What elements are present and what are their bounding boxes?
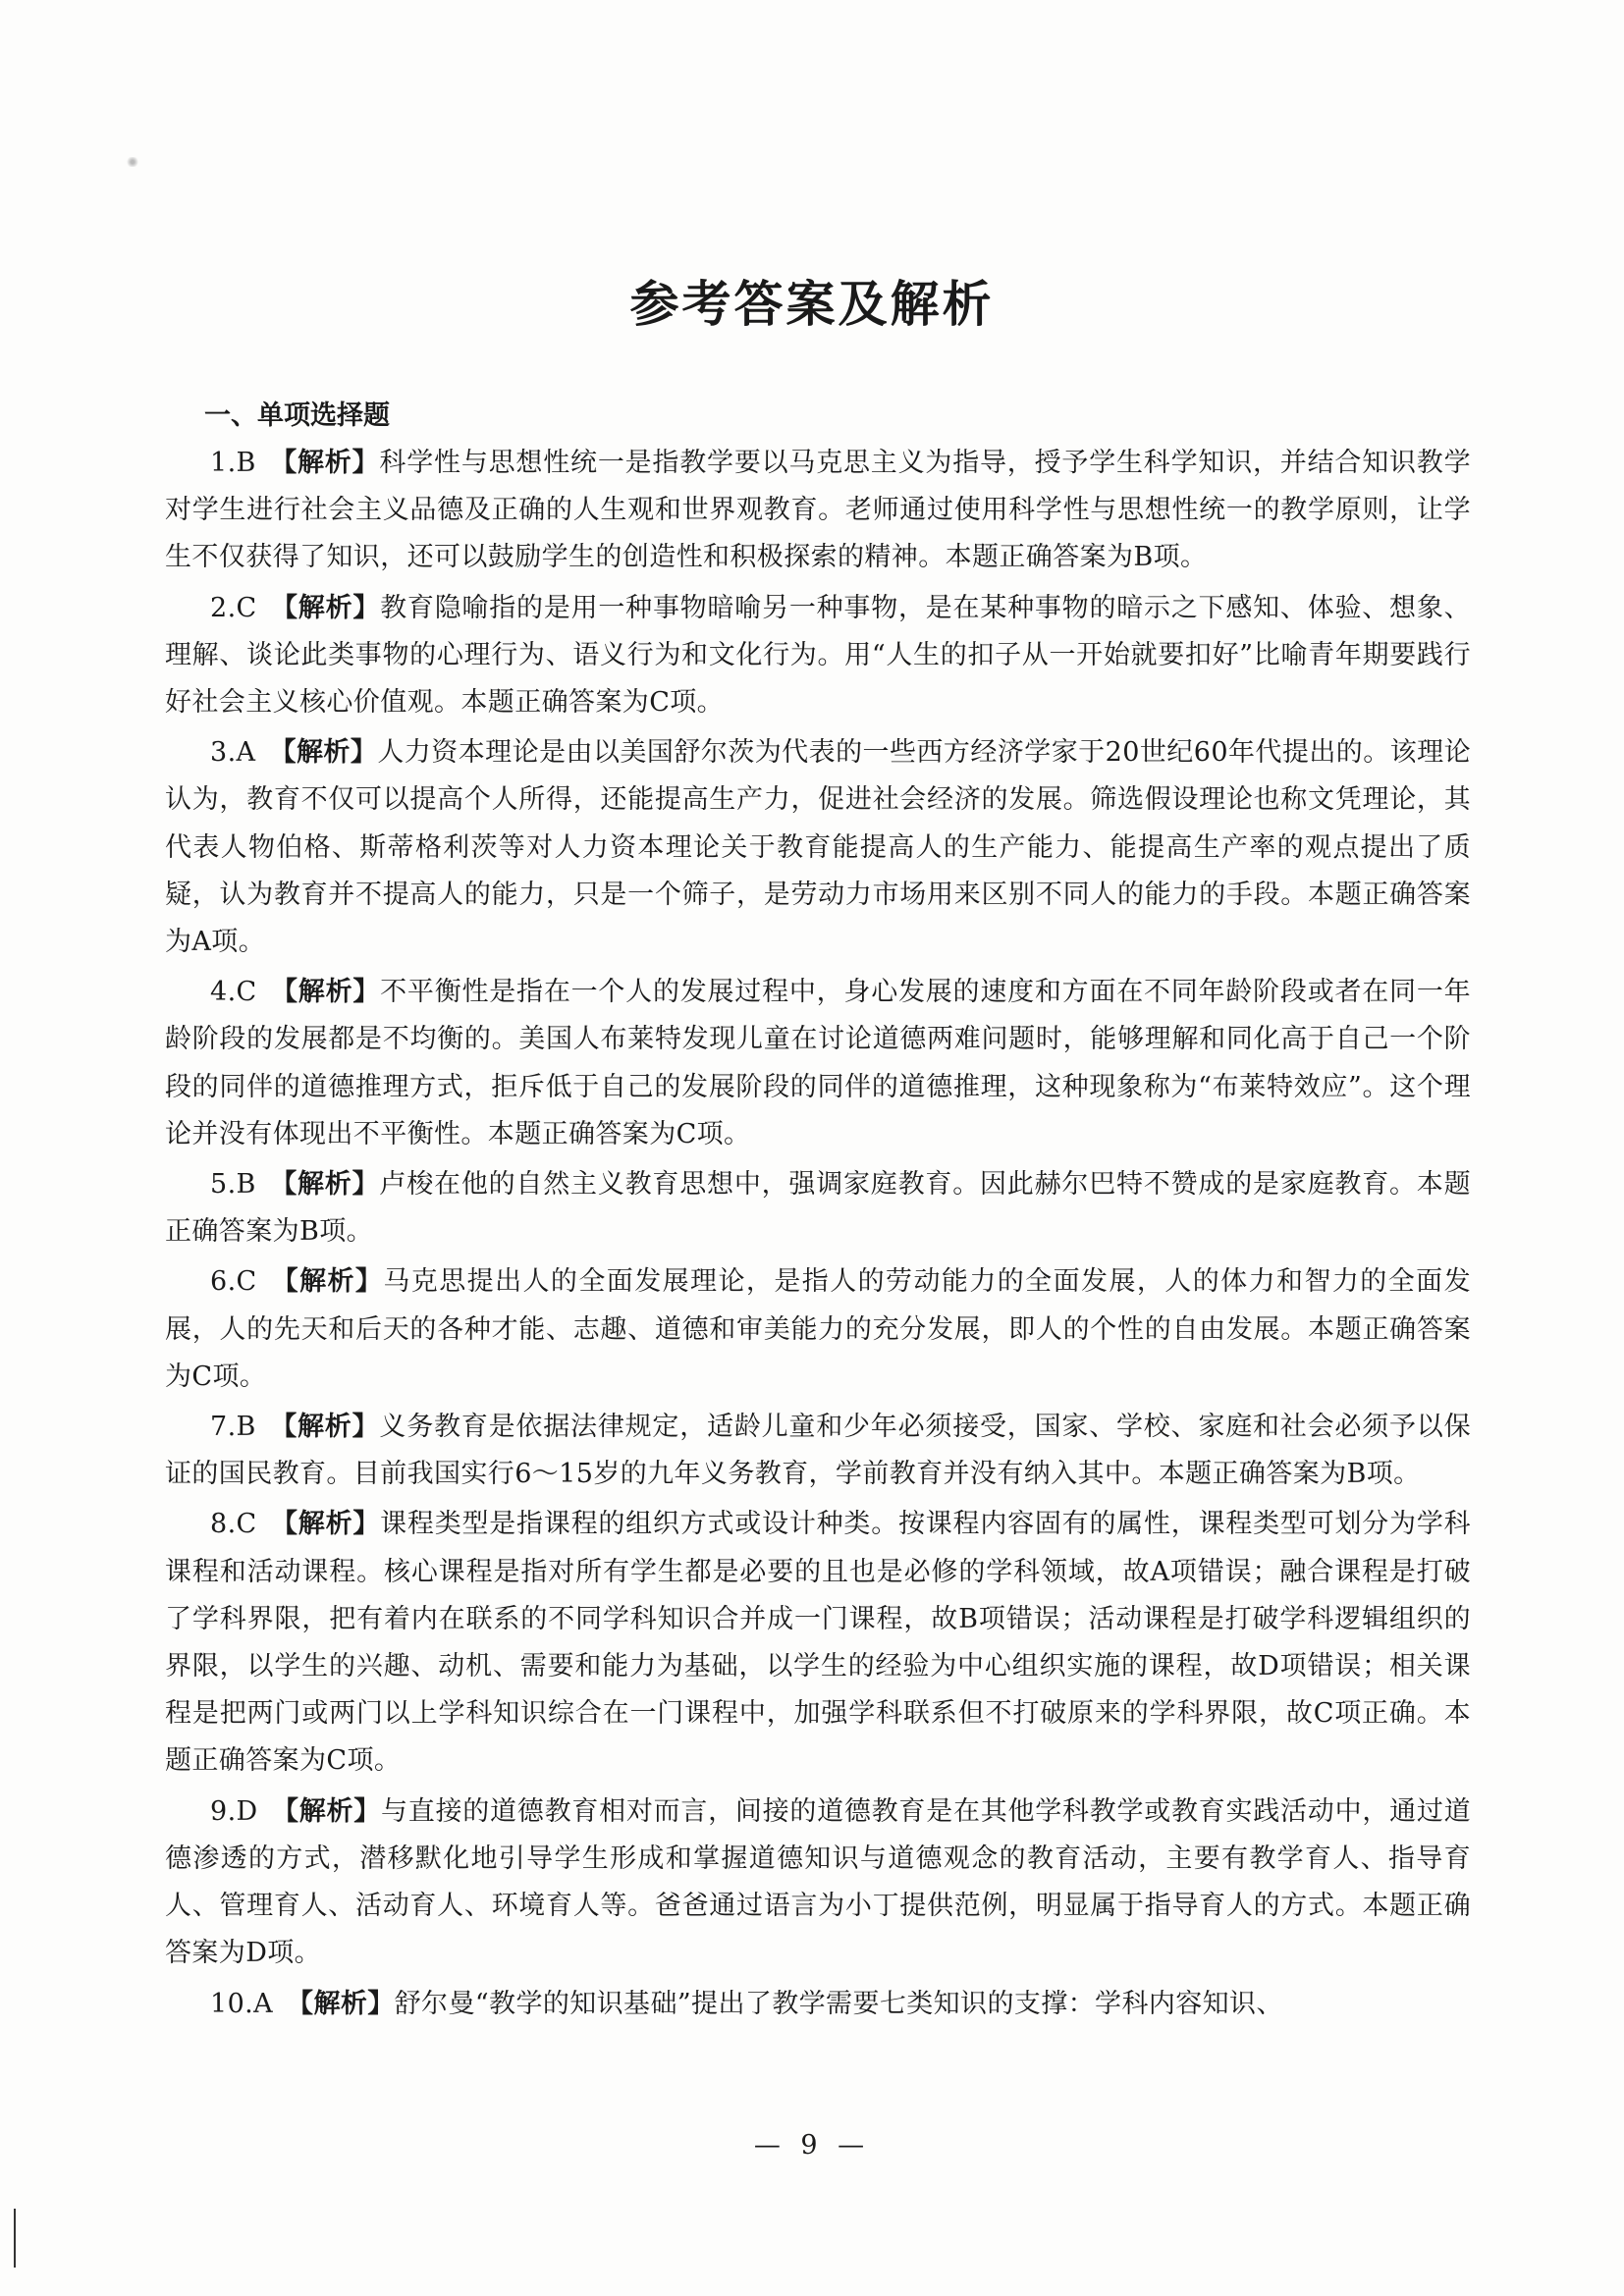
analysis-text: 教育隐喻指的是用一种事物暗喻另一种事物，是在某种事物的暗示之下感知、体验、想象、理解、谈论此类事物的心理行为、语义行为和文化行为。用“人生的扣子从一开始就要扣好”比喻青年期要践行好社会主义核心价值观。本题正确答案为C项。 bbox=[165, 592, 1471, 719]
analysis-tag: 【解析】 bbox=[269, 737, 378, 769]
answer-item-10 bbox=[165, 1981, 1471, 2028]
analysis-tag: 【解析】 bbox=[271, 1795, 382, 1827]
answer-item-3 bbox=[165, 729, 1471, 966]
answer-item-5 bbox=[165, 1161, 1471, 1255]
answer-item-2 bbox=[165, 585, 1471, 727]
answer-number: 5.B bbox=[210, 1169, 256, 1201]
analysis-text: 人力资本理论是由以美国舒尔茨为代表的一些西方经济学家于20世纪60年代提出的。该理论认为，教育不仅可以提高个人所得，还能提高生产力，促进社会经济的发展。筛选假设理论也称文凭理论，其代表人物伯格、斯蒂格利茨等对人力资本理论关于教育能提高人的生产能力、能提高生产率的观点提出了质疑，认为教育并不提高人的能力，只是一个筛子，是劳动力市场用来区别不同人的能力的手段。本题正确答案为A项。 bbox=[165, 737, 1471, 958]
analysis-tag: 【解析】 bbox=[269, 448, 380, 478]
answer-number: 8.C bbox=[210, 1509, 257, 1540]
analysis-tag: 【解析】 bbox=[270, 592, 381, 623]
answer-item-4 bbox=[165, 969, 1471, 1158]
answer-content bbox=[165, 393, 1471, 2031]
analysis-tag: 【解析】 bbox=[269, 1169, 380, 1201]
analysis-text: 卢梭在他的自然主义教育思想中，强调家庭教育。因此赫尔巴特不赞成的是家庭教育。本题正确答案为B项。 bbox=[165, 1169, 1472, 1248]
analysis-text: 课程类型是指课程的组织方式或设计种类。按课程内容固有的属性，课程类型可划分为学科课程和活动课程。核心课程是指对所有学生都是必要的且也是必修的学科领域，故A项错误；融合课程是打破了学科界限，把有着内在联系的不同学科知识合并成一门课程，故B项错误；活动课程是打破学科逻辑组织的界限，以学生的兴趣、动机、需要和能力为基础，以学生的经验为中心组织实施的课程，故D项错误；相关课程是把两门或两门以上学科知识综合在一门课程中，加强学科联系但不打破原来的学科界限，故C项正确。本题正确答案为C项。 bbox=[165, 1509, 1471, 1777]
analysis-text: 马克思提出人的全面发展理论，是指人的劳动能力的全面发展，人的体力和智力的全面发展，人的先天和后天的各种才能、志趣、道德和审美能力的充分发展，即人的个性的自由发展。本题正确答案为C项。 bbox=[165, 1266, 1471, 1392]
analysis-text: 科学性与思想性统一是指教学要以马克思主义为指导，授予学生科学知识，并结合知识教学对学生进行社会主义品德及正确的人生观和世界观教育。老师通过使用科学性与思想性统一的教学原则，让学生不仅获得了知识，还可以鼓励学生的创造性和积极探索的精神。本题正确答案为B项。 bbox=[165, 448, 1472, 573]
answer-number: 2.C bbox=[210, 592, 257, 623]
answer-number: 7.B bbox=[210, 1412, 256, 1443]
answer-item-1 bbox=[165, 440, 1471, 582]
answer-item-7 bbox=[165, 1404, 1471, 1498]
answer-item-8 bbox=[165, 1501, 1471, 1785]
answer-number: 1.B bbox=[210, 448, 256, 478]
answer-number: 4.C bbox=[210, 977, 257, 1008]
scan-speck bbox=[126, 157, 139, 167]
analysis-tag: 【解析】 bbox=[269, 1412, 380, 1443]
analysis-tag: 【解析】 bbox=[270, 1509, 381, 1540]
analysis-text: 不平衡性是指在一个人的发展过程中，身心发展的速度和方面在不同年龄阶段或者在同一年龄阶段的发展都是不均衡的。美国人布莱特发现儿童在讨论道德两难问题时，能够理解和同化高于自己一个阶段的同伴的道德推理方式，拒斥低于自己的发展阶段的同伴的道德推理，这种现象称为“布莱特效应”。这个理论并没有体现出不平衡性。本题正确答案为C项。 bbox=[165, 977, 1471, 1149]
analysis-tag: 【解析】 bbox=[270, 977, 381, 1008]
page-number: — 9 — bbox=[753, 2130, 871, 2161]
answer-number: 3.A bbox=[210, 737, 256, 769]
page-title: 参考答案及解析 bbox=[629, 276, 995, 333]
analysis-text: 舒尔曼“教学的知识基础”提出了教学需要七类知识的支撑：学科内容知识、 bbox=[394, 1988, 1283, 2019]
scan-margin-line bbox=[14, 2209, 16, 2268]
answer-item-9 bbox=[165, 1789, 1471, 1978]
answer-number: 9.D bbox=[210, 1795, 258, 1827]
answer-item-6 bbox=[165, 1258, 1471, 1401]
analysis-tag: 【解析】 bbox=[270, 1266, 384, 1298]
section-heading: 一、单项选择题 bbox=[204, 400, 390, 431]
analysis-tag: 【解析】 bbox=[287, 1988, 395, 2019]
answer-number: 6.C bbox=[210, 1266, 257, 1298]
analysis-text: 义务教育是依据法律规定，适龄儿童和少年必须接受，国家、学校、家庭和社会必须予以保证的国民教育。目前我国实行6～15岁的九年义务教育，学前教育并没有纳入其中。本题正确答案为B项。 bbox=[165, 1412, 1472, 1490]
analysis-text: 与直接的道德教育相对而言，间接的道德教育是在其他学科教学或教育实践活动中，通过道德渗透的方式，潜移默化地引导学生形成和掌握道德知识与道德观念的教育活动，主要有教学育人、指导育人、管理育人、活动育人、环境育人等。爸爸通过语言为小丁提供范例，明显属于指导育人的方式。本题正确答案为D项。 bbox=[165, 1795, 1472, 1969]
answer-number: 10.A bbox=[210, 1988, 274, 2019]
